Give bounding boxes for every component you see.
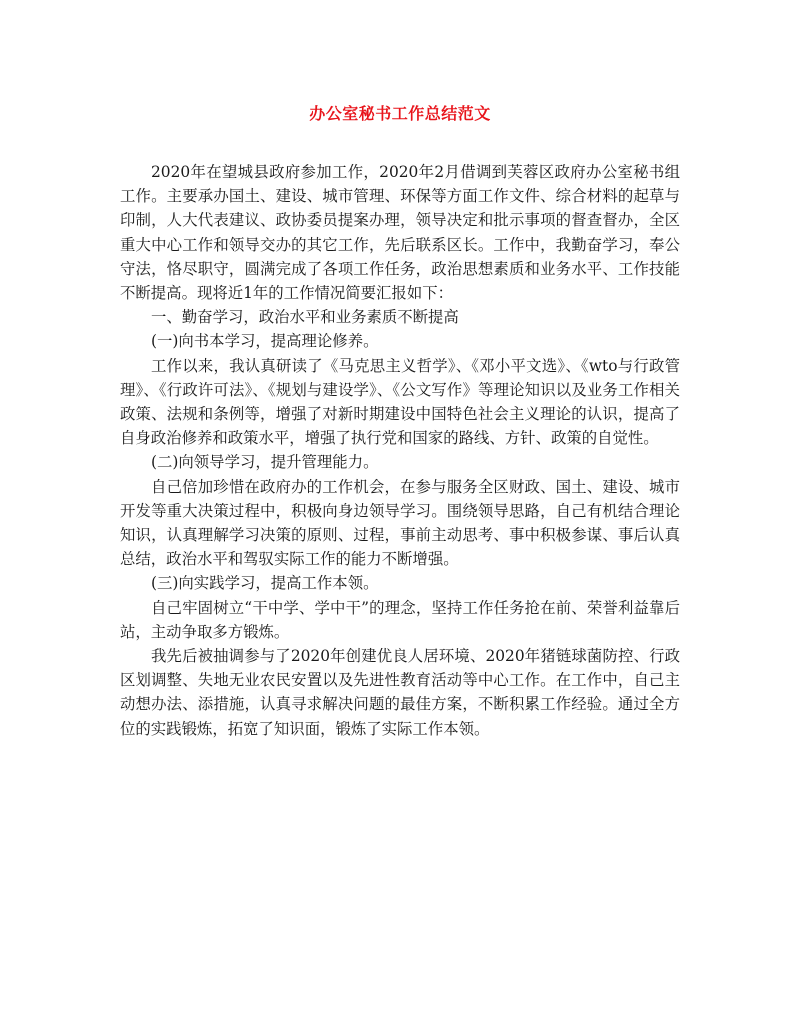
subsection-heading-1: (一)向书本学习，提高理论修养。 <box>151 332 379 351</box>
paragraph-book-study: 工作以来，我认真研读了《马克思主义哲学》、《邓小平文选》、《wto与行政管理》、《行政许可法》、《规划与建设学》、《公文写作》等理论知识以及业务工作相关政策、法规和条例等，增强了对新时期建设中国特色社会主义理论的认识，提高了自身政治修养和政策水平，增强了执行党和国家的路线、方针、政策的自觉性。 <box>120 356 680 448</box>
subsection-heading-3: (三)向实践学习，提高工作本领。 <box>151 574 379 593</box>
paragraph-intro: 2020年在望城县政府参加工作，2020年2月借调到芙蓉区政府办公室秘书组工作。主要承办国土、建设、城市管理、环保等方面工作文件、综合材料的起草与印制，人大代表建议、政协委员提案办理，领导决定和批示事项的督查督办，全区重大中心工作和领导交办的其它工作，先后联系区长。工作中，我勤奋学习，奉公守法，恪尽职守，圆满完成了各项工作任务，政治思想素质和业务水平、工作技能不断提高。现将近1年的工作情况简要汇报如下： <box>120 163 680 303</box>
document-body <box>120 160 680 741</box>
section-heading-1: 一、勤奋学习，政治水平和业务素质不断提高 <box>151 308 459 327</box>
paragraph-leader-study: 自己倍加珍惜在政府办的工作机会，在参与服务全区财政、国土、建设、城市开发等重大决策过程中，积极向身边领导学习。围绕领导思路，自己有机结合理论知识，认真理解学习决策的原则、过程，事前主动思考、事中积极参谋、事后认真总结，政治水平和驾驭实际工作的能力不断增强。 <box>120 477 680 569</box>
paragraph-practice-study: 自己牢固树立“干中学、学中干”的理念，坚持工作任务抢在前、荣誉利益靠后站，主动争取多方锻炼。 <box>120 598 680 641</box>
paragraph-center-work: 我先后被抽调参与了2020年创建优良人居环境、2020年猪链球菌防控、行政区划调整、失地无业农民安置以及先进性教育活动等中心工作。在工作中，自己主动想办法、添措施，认真寻求解决问题的最佳方案，不断积累工作经验。通过全方位的实践锻炼，拓宽了知识面，锻炼了实际工作本领。 <box>120 647 680 738</box>
subsection-heading-2: (二)向领导学习，提升管理能力。 <box>151 453 379 472</box>
document-title: 办公室秘书工作总结范文 <box>309 104 491 123</box>
